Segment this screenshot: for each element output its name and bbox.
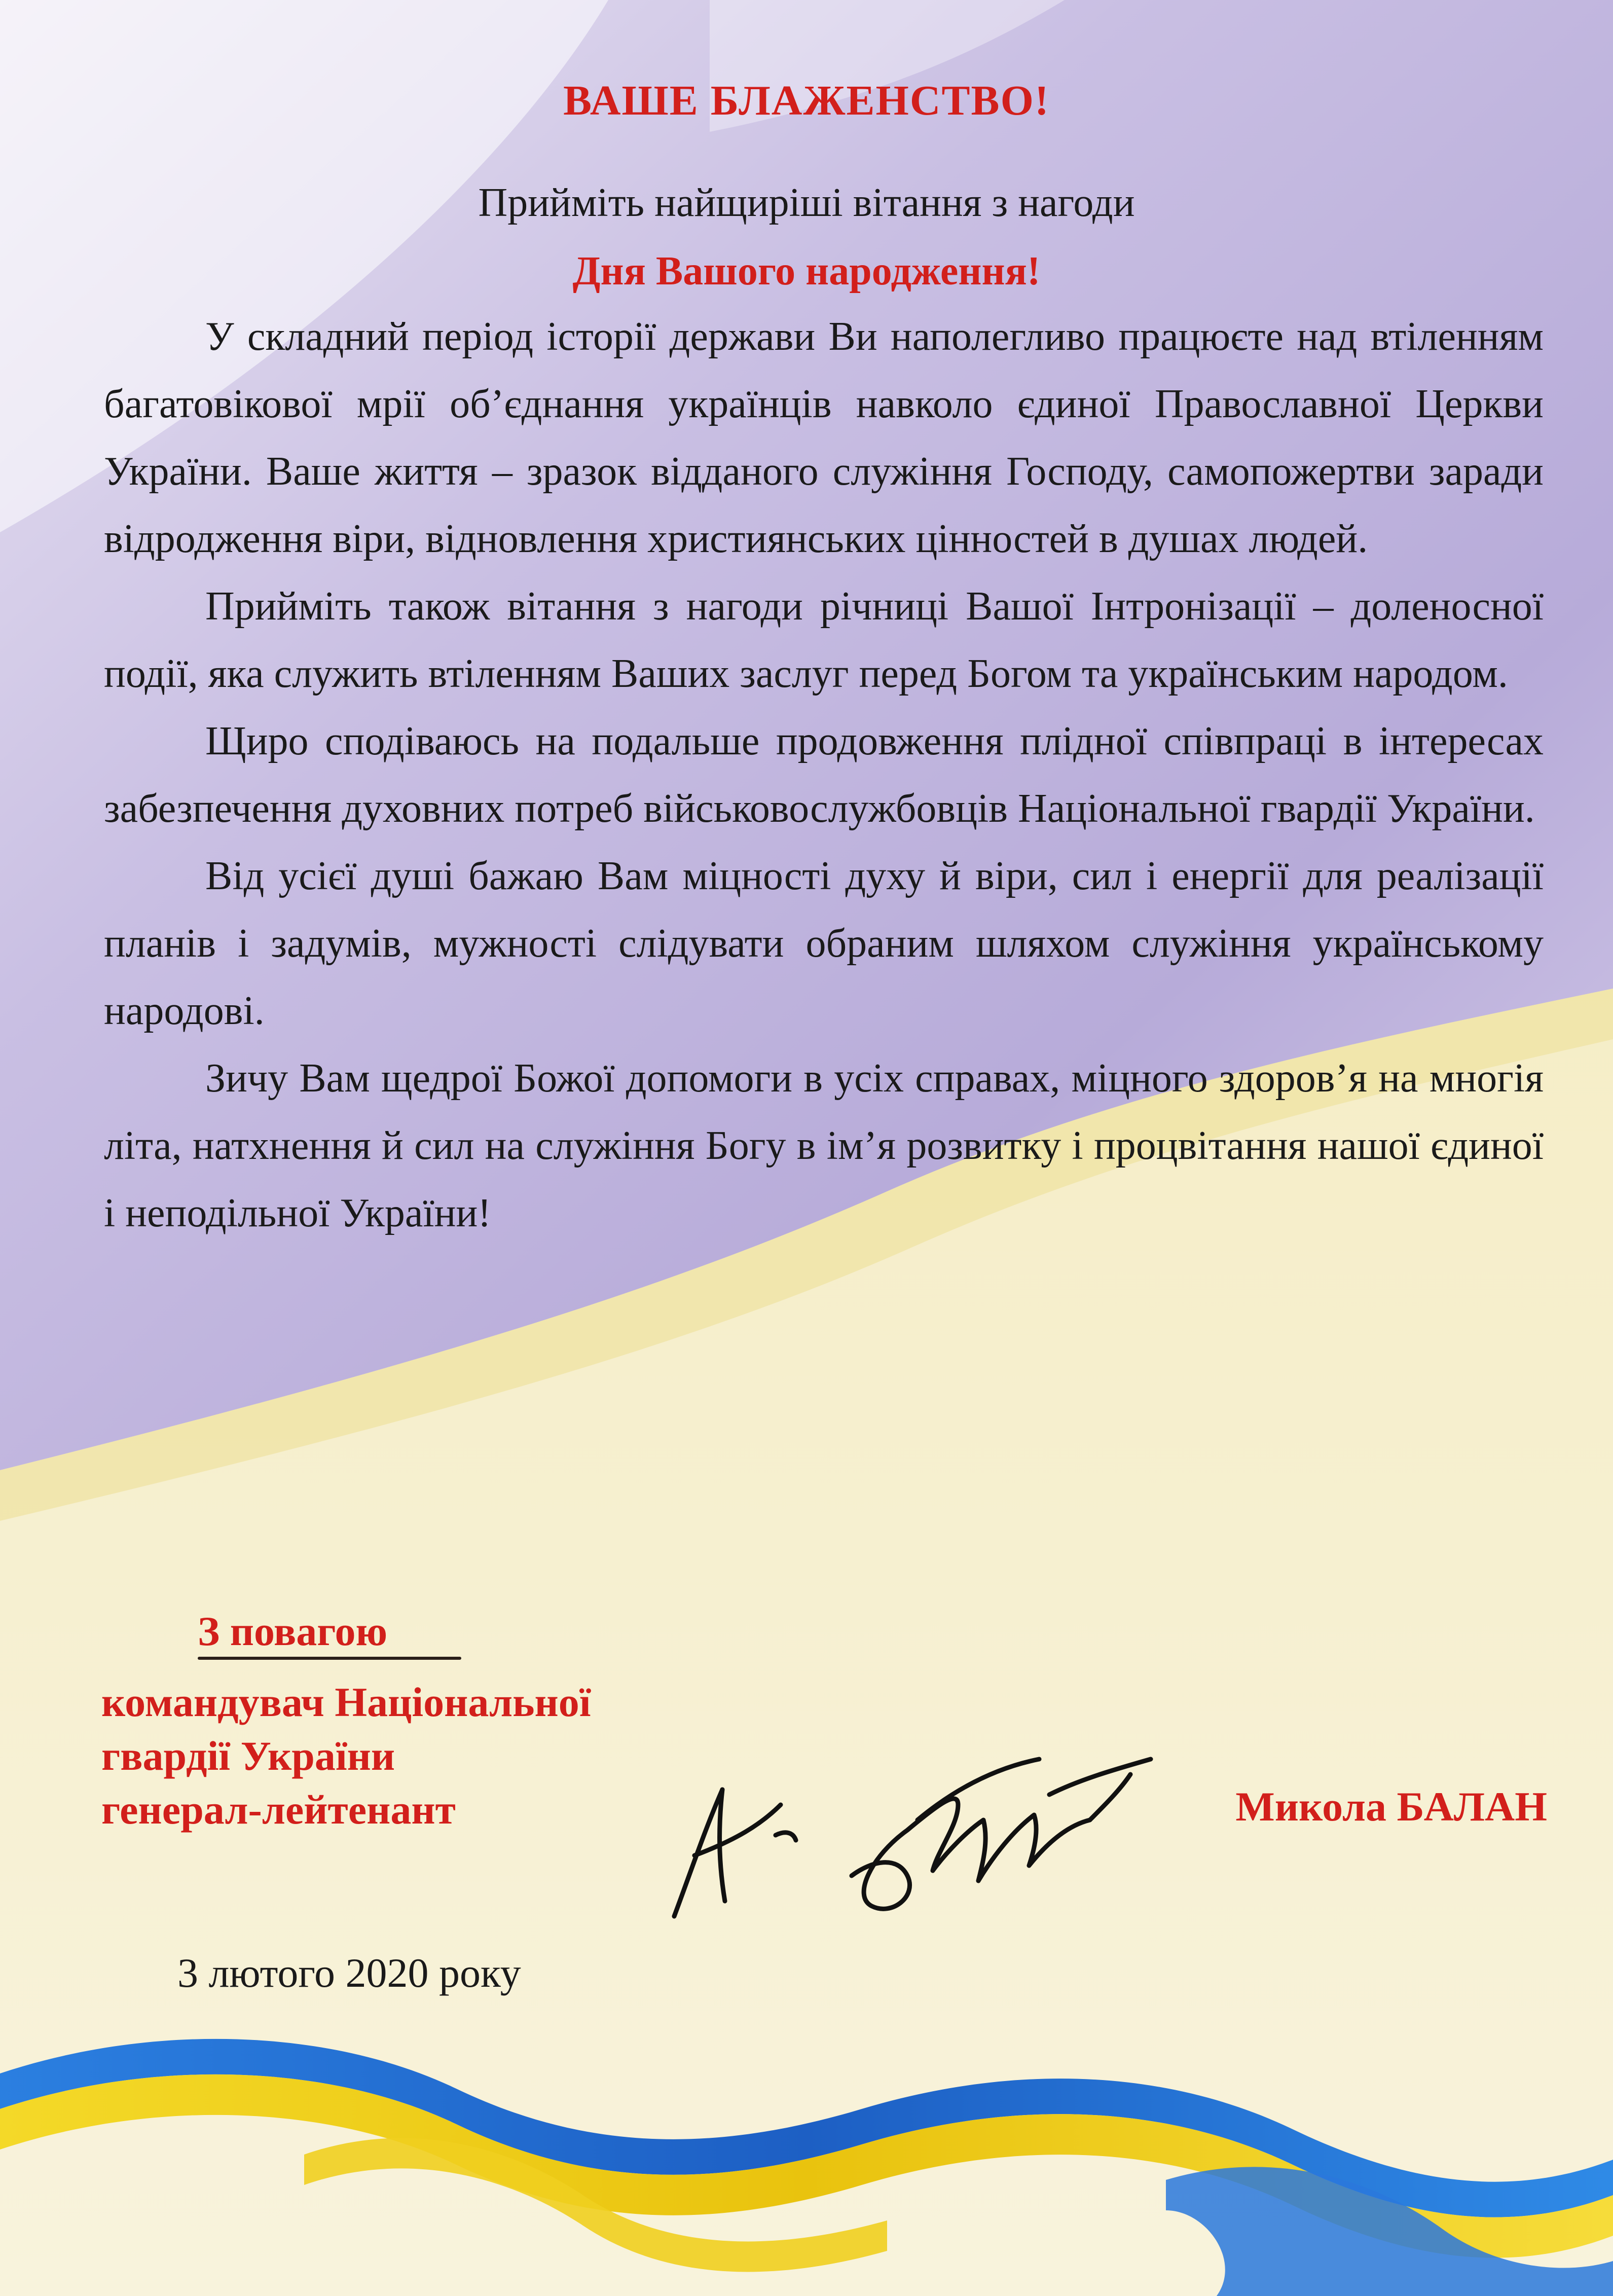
paragraph: Від усієї душі бажаю Вам міцності духу й віри, сил і енергії для реалізації планів і задумів, мужності слідувати обраним шляхом служіння українському народові. [104, 854, 1544, 1033]
intro-line: Прийміть найщиріші вітання з нагоди [478, 180, 1135, 225]
greeting-heading: ВАШЕ БЛАЖЕНСТВО! [563, 77, 1050, 124]
birthday-line: Дня Вашого народження! [572, 249, 1041, 294]
regards-underline [198, 1657, 461, 1660]
paragraph: Щиро сподіваюсь на подальше продовження плідної співпраці в інтересах забезпечення духовних потреб військовослужбовців Національної гвардії України. [104, 719, 1544, 831]
paragraph: Прийміть також вітання з нагоди річниці Вашої Інтронізації – доленосної події, яка служить втіленням Ваших заслуг перед Богом та українським народом. [104, 584, 1544, 696]
signer-name: Микола БАЛАН [1235, 1783, 1547, 1830]
paragraph: У складний період історії держави Ви наполегливо працюєте над втіленням багатовікової мрії об’єднання українців навколо єдиної Православної Церкви України. Ваше життя – зразок відданого служіння Господу, самопожертви заради відродження віри, відновлення християнських цінностей в душах людей. [104, 314, 1544, 561]
letter-body [104, 303, 1544, 1247]
closing-regards: З повагою [198, 1608, 388, 1654]
signer-title-line2: гвардії України [101, 1733, 395, 1779]
signer-title-line1: командувач Національної [101, 1679, 591, 1725]
signature-icon [634, 1703, 1191, 1947]
letter-date: 3 лютого 2020 року [177, 1950, 521, 1996]
paragraph: Зичу Вам щедрої Божої допомоги в усіх справах, міцного здоров’я на многія літа, натхнення й сил на служіння Богу в ім’я розвитку і процвітання нашої єдиної і неподільної України! [104, 1056, 1544, 1235]
signer-rank: генерал-лейтенант [101, 1787, 456, 1833]
